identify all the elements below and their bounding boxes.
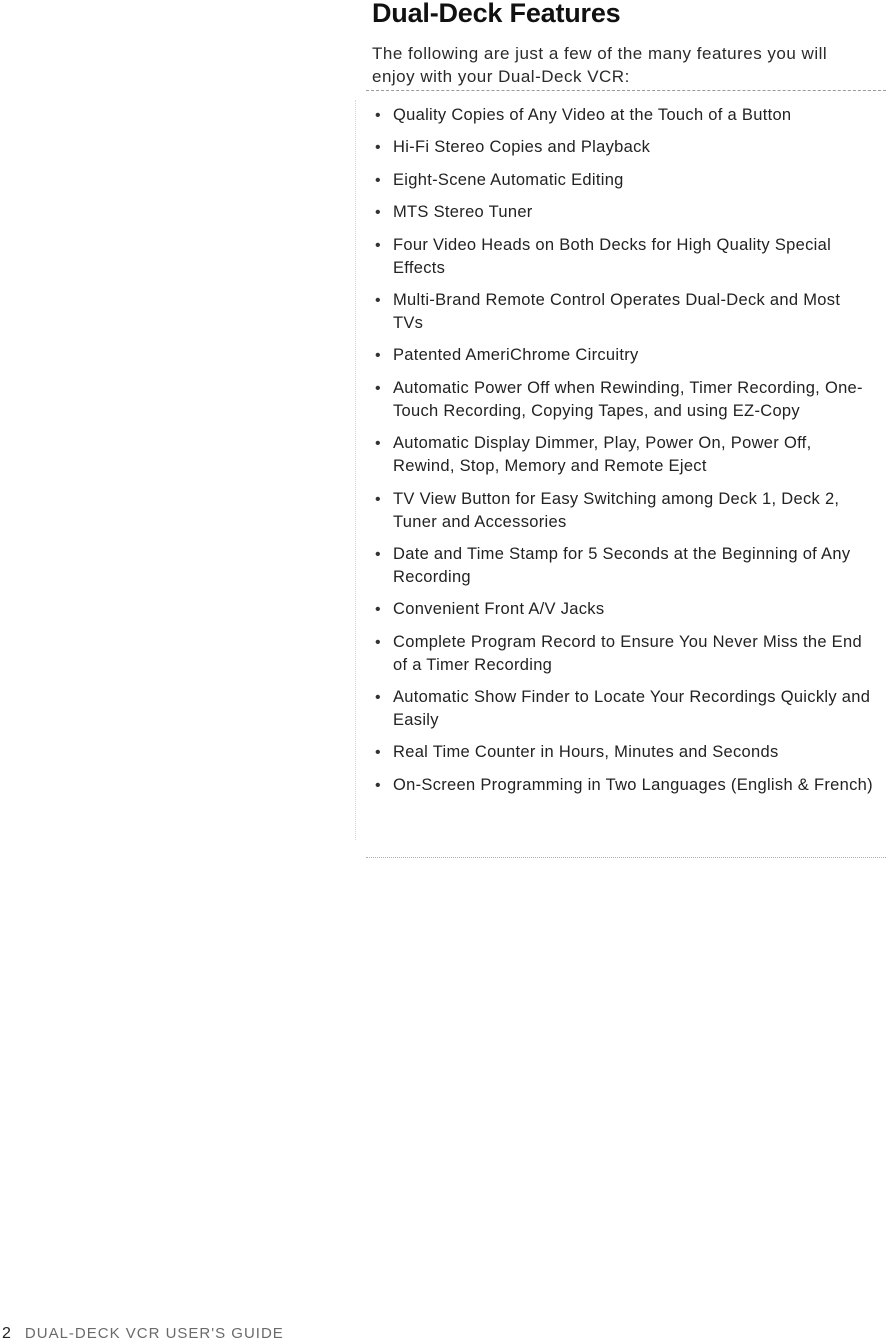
feature-text: Patented AmeriChrome Circuitry — [393, 346, 639, 365]
feature-item — [375, 234, 875, 280]
bullet-icon: • — [375, 379, 381, 397]
feature-text: Automatic Power Off when Rewinding, Timer Recording, One-Touch Recording, Copying Tapes, and using EZ-Copy — [393, 378, 863, 420]
feature-text: Automatic Show Finder to Locate Your Recordings Quickly and Easily — [393, 688, 871, 730]
feature-text: On-Screen Programming in Two Languages (English & French) — [393, 775, 873, 794]
bullet-icon: • — [375, 171, 381, 189]
feature-text: Date and Time Stamp for 5 Seconds at the Beginning of Any Recording — [393, 544, 851, 586]
feature-item — [375, 774, 875, 797]
bullet-icon: • — [375, 435, 381, 453]
feature-item — [375, 344, 875, 367]
feature-text: Convenient Front A/V Jacks — [393, 600, 605, 619]
feature-text: Real Time Counter in Hours, Minutes and Seconds — [393, 743, 779, 762]
bullet-icon: • — [375, 633, 381, 651]
feature-item — [375, 741, 875, 764]
bullet-icon: • — [375, 601, 381, 619]
feature-item — [375, 169, 875, 192]
bullet-icon: • — [375, 490, 381, 508]
page-footer — [2, 1325, 284, 1343]
top-divider — [366, 90, 886, 91]
bullet-icon: • — [375, 204, 381, 222]
bullet-icon: • — [375, 347, 381, 365]
page-title: Dual-Deck Features — [372, 0, 621, 28]
bullet-icon: • — [375, 139, 381, 157]
feature-list — [375, 104, 875, 806]
feature-text: Four Video Heads on Both Decks for High Quality Special Effects — [393, 235, 832, 277]
guide-title: DUAL-DECK VCR USER'S GUIDE — [24, 1325, 284, 1342]
intro-paragraph: The following are just a few of the many features you will enjoy with your Dual-Deck VCR: — [372, 44, 828, 86]
feature-item — [375, 289, 875, 335]
feature-text: Quality Copies of Any Video at the Touch of a Button — [393, 106, 792, 124]
feature-text: Automatic Display Dimmer, Play, Power On, Power Off, Rewind, Stop, Memory and Remote Eject — [393, 434, 812, 476]
feature-text: MTS Stereo Tuner — [393, 203, 533, 222]
bullet-icon: • — [375, 689, 381, 707]
bullet-icon: • — [375, 744, 381, 762]
feature-item — [375, 432, 875, 478]
margin-guide — [355, 100, 357, 840]
feature-item — [375, 201, 875, 224]
page-number: 2 — [2, 1325, 11, 1342]
bottom-divider — [366, 857, 886, 858]
bullet-icon: • — [375, 776, 381, 794]
feature-item — [375, 631, 875, 677]
feature-item — [375, 104, 875, 127]
feature-item — [375, 488, 875, 534]
bullet-icon: • — [375, 291, 381, 309]
feature-item — [375, 598, 875, 621]
feature-item — [375, 377, 875, 423]
feature-text: Hi-Fi Stereo Copies and Playback — [393, 138, 651, 157]
bullet-icon: • — [375, 545, 381, 563]
feature-item — [375, 543, 875, 589]
feature-item — [375, 686, 875, 732]
feature-text: Complete Program Record to Ensure You Never Miss the End of a Timer Recording — [393, 632, 862, 674]
feature-text: TV View Button for Easy Switching among Deck 1, Deck 2, Tuner and Accessories — [393, 489, 840, 531]
feature-item — [375, 136, 875, 159]
feature-text: Multi-Brand Remote Control Operates Dual-Deck and Most TVs — [393, 290, 841, 332]
bullet-icon: • — [375, 236, 381, 254]
feature-text: Eight-Scene Automatic Editing — [393, 170, 624, 189]
bullet-icon: • — [375, 107, 381, 124]
